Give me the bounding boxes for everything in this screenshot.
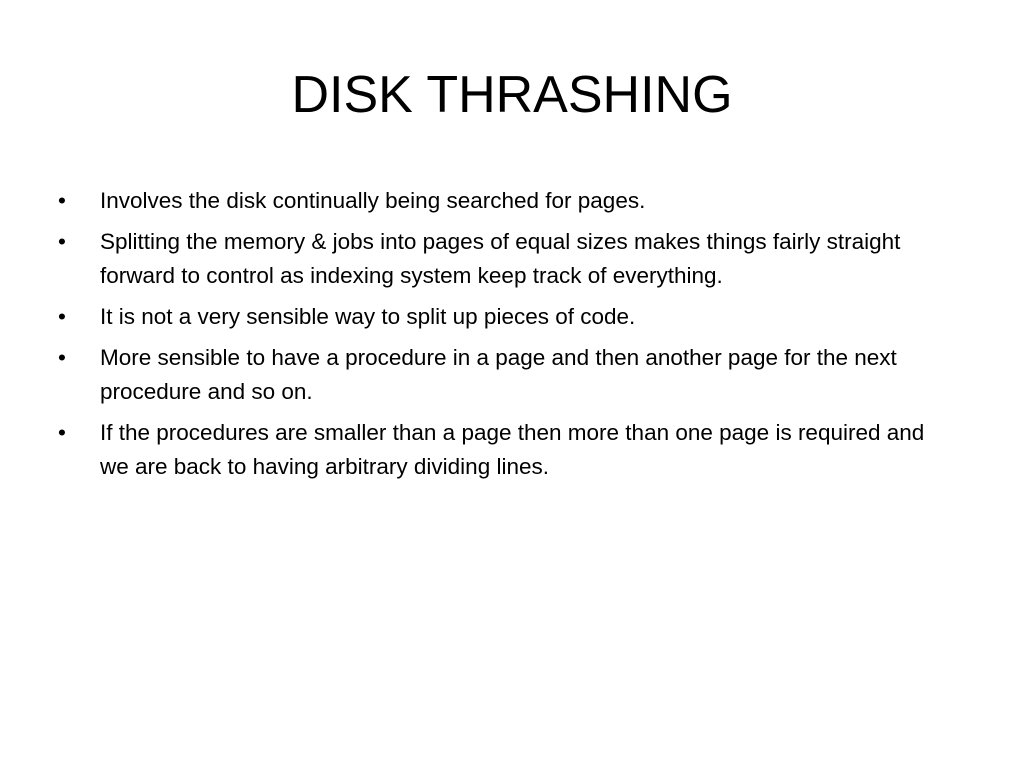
bullet-item bbox=[58, 416, 958, 484]
bullet-item bbox=[58, 225, 958, 293]
bullet-dot-icon: • bbox=[58, 420, 66, 445]
bullet-item bbox=[58, 184, 958, 218]
bullet-text: Splitting the memory & jobs into pages of equal sizes makes things fairly straight forward to control as indexing system keep track of everything. bbox=[100, 229, 901, 288]
bullet-text: If the procedures are smaller than a page then more than one page is required and we are back to having arbitrary dividing lines. bbox=[100, 420, 925, 479]
bullet-dot-icon: • bbox=[58, 345, 66, 370]
bullet-item bbox=[58, 300, 958, 334]
bullet-dot-icon: • bbox=[58, 188, 66, 213]
bullet-list bbox=[58, 184, 958, 491]
bullet-text: Involves the disk continually being searched for pages. bbox=[100, 188, 646, 213]
bullet-text: It is not a very sensible way to split up pieces of code. bbox=[100, 304, 636, 329]
bullet-dot-icon: • bbox=[58, 229, 66, 254]
bullet-item bbox=[58, 341, 958, 409]
bullet-text: More sensible to have a procedure in a page and then another page for the next procedure and so on. bbox=[100, 345, 897, 404]
slide-title: DISK THRASHING bbox=[291, 66, 733, 124]
bullet-dot-icon: • bbox=[58, 304, 66, 329]
